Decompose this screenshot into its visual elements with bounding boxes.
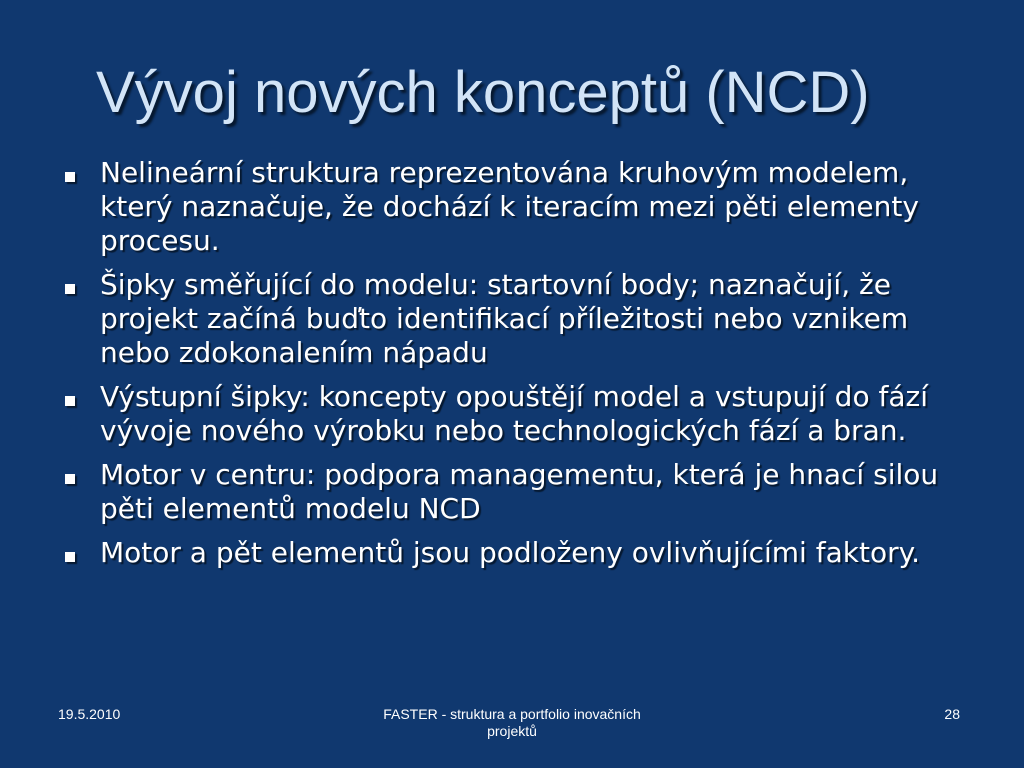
bullet-text-3: Výstupní šipky: koncepty opouštějí model a vstupují do fází vývoje nového výrobku nebo technologických fází a bran. <box>100 380 928 447</box>
bullet-text-2: Šipky směřující do modelu: startovní body; naznačují, že projekt začíná buďto identifikací příležitosti nebo vznikem nebo zdokonalením nápadu <box>100 268 909 369</box>
square-bullet-icon <box>65 284 75 294</box>
bullet-item-3 <box>60 380 970 448</box>
square-bullet-icon <box>65 552 75 562</box>
bullet-item-5 <box>60 536 970 570</box>
bullet-item-4 <box>60 458 970 526</box>
slide-title: Vývoj nových konceptů (NCD) <box>96 60 870 125</box>
footer-date: 19.5.2010 <box>58 706 121 722</box>
square-bullet-icon <box>65 396 75 406</box>
bullet-list <box>60 156 970 580</box>
footer-presentation-title <box>342 706 682 750</box>
bullet-text-4: Motor v centru: podpora managementu, která je hnací silou pěti elementů modelu NCD <box>100 458 939 525</box>
slide-page-number: 28 <box>944 706 960 722</box>
footer-title-line-1: FASTER - struktura a portfolio inovačních <box>383 706 641 722</box>
footer-title-line-2: projektů <box>487 723 537 739</box>
square-bullet-icon <box>65 172 75 182</box>
bullet-text-1: Nelineární struktura reprezentována kruhovým modelem, který naznačuje, že dochází k iteracím mezi pěti elementy procesu. <box>100 156 919 257</box>
square-bullet-icon <box>65 474 75 484</box>
bullet-item-2 <box>60 268 970 370</box>
bullet-item-1 <box>60 156 970 258</box>
bullet-text-5: Motor a pět elementů jsou podloženy ovlivňujícími faktory. <box>100 536 921 569</box>
